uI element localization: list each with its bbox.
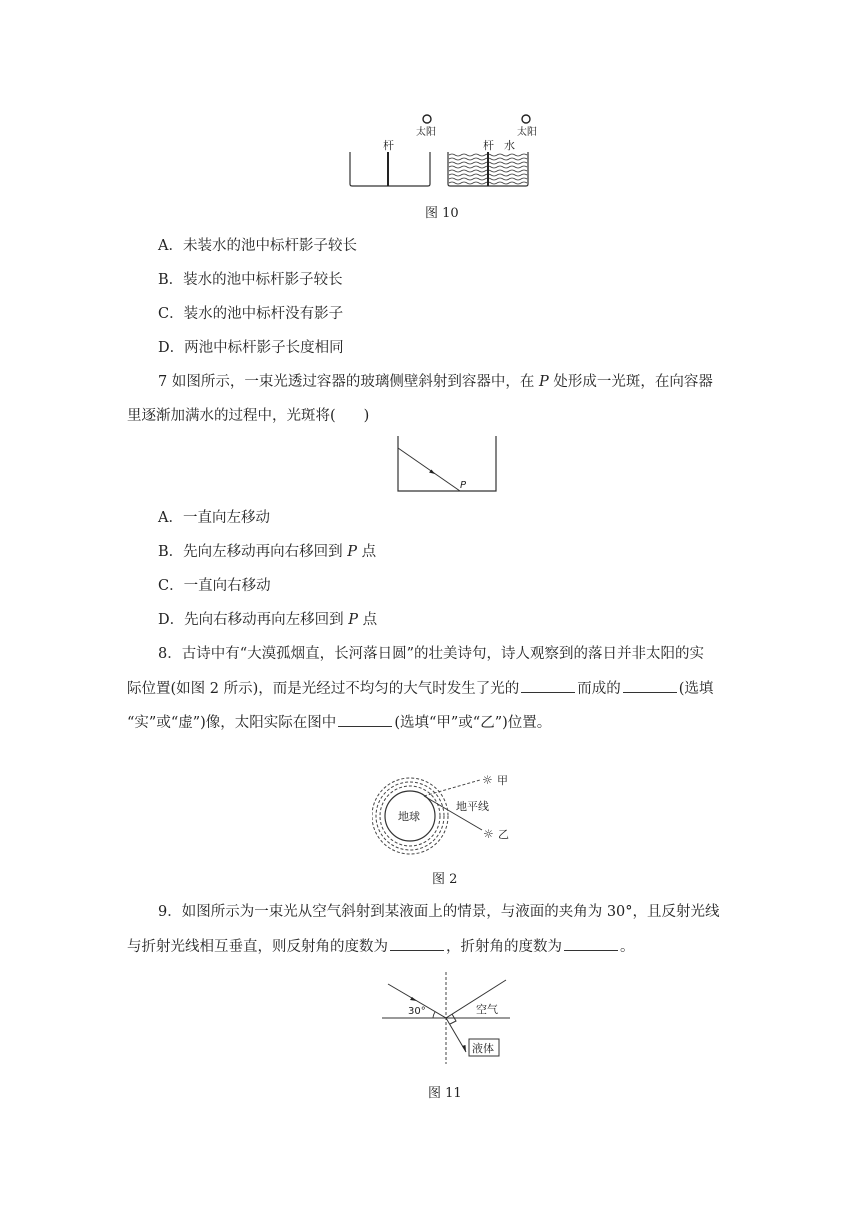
q8-stem-line1: 8．古诗中有“大漠孤烟直，长河落日圆”的壮美诗句，诗人观察到的落日并非太阳的实: [158, 646, 705, 662]
q7-option-d: D．先向右移动再向左移回到 P 点: [158, 612, 378, 628]
q7-option-a: A．一直向左移动: [158, 510, 270, 526]
earth-label: 地球: [398, 810, 420, 823]
angle-30-label: 30°: [408, 1006, 426, 1017]
liquid-label: 液体: [472, 1042, 494, 1055]
horizon-label: 地平线: [456, 800, 489, 813]
answer-blank-3[interactable]: [338, 712, 392, 727]
point-p-label: P: [460, 480, 467, 491]
air-label: 空气: [476, 1003, 498, 1016]
sun-label-right: 太阳: [517, 127, 537, 138]
q6-option-c: C．装水的池中标杆没有影子: [158, 306, 344, 322]
q9-stem-line2: 与折射光线相互垂直，则反射角的度数为 ，折射角的度数为 。: [127, 936, 635, 957]
rod-label-left: 杆: [383, 139, 394, 152]
q7-option-c: C．一直向右移动: [158, 578, 271, 594]
q7-option-b: B．先向左移动再向右移回到 P 点: [158, 544, 377, 560]
yi-label: 乙: [498, 828, 509, 841]
answer-blank-5[interactable]: [564, 936, 618, 951]
sun-icon-yi: ☼: [483, 827, 494, 841]
figure-11-reflection-diagram: [376, 970, 516, 1066]
water-label: 水: [504, 139, 515, 152]
q7-stem-line2: 里逐渐加满水的过程中，光斑将( ): [127, 408, 370, 424]
sun-label-left: 太阳: [416, 127, 436, 138]
figure-10-diagram: [340, 108, 550, 190]
sun-icon-jia: ☼: [482, 773, 493, 787]
sun-icon-left: [423, 115, 431, 123]
answer-blank-1[interactable]: [521, 678, 575, 693]
q8-stem-line3: “实”或“虚”)像，太阳实际在图中 (选填“甲”或“乙”)位置。: [127, 712, 551, 733]
figure-11-caption: 图 11: [428, 1086, 462, 1101]
rod-label-right: 杆: [483, 139, 494, 152]
answer-blank-4[interactable]: [390, 936, 444, 951]
figure-2-earth-diagram: [372, 766, 522, 862]
figure-2-caption: 图 2: [432, 872, 458, 887]
q9-stem-line1: 9．如图所示为一束光从空气斜射到某液面上的情景，与液面的夹角为 30°，且反射光线: [158, 904, 720, 920]
q7-stem-line1: 7 如图所示，一束光透过容器的玻璃侧壁斜射到容器中，在 P 处形成一光斑，在向容器: [158, 374, 713, 390]
q6-option-d: D．两池中标杆影子长度相同: [158, 340, 344, 356]
jia-label: 甲: [497, 774, 508, 787]
figure-10-caption: 图 10: [425, 206, 459, 221]
q6-option-a: A．未装水的池中标杆影子较长: [158, 238, 357, 254]
q6-option-b: B．装水的池中标杆影子较长: [158, 272, 343, 288]
answer-blank-2[interactable]: [623, 678, 677, 693]
q8-stem-line2: 际位置(如图 2 所示)，而是光经过不均匀的大气时发生了光的 而成的 (选填: [127, 678, 713, 699]
q7-container-diagram: [392, 432, 502, 496]
sun-icon-right: [522, 115, 530, 123]
